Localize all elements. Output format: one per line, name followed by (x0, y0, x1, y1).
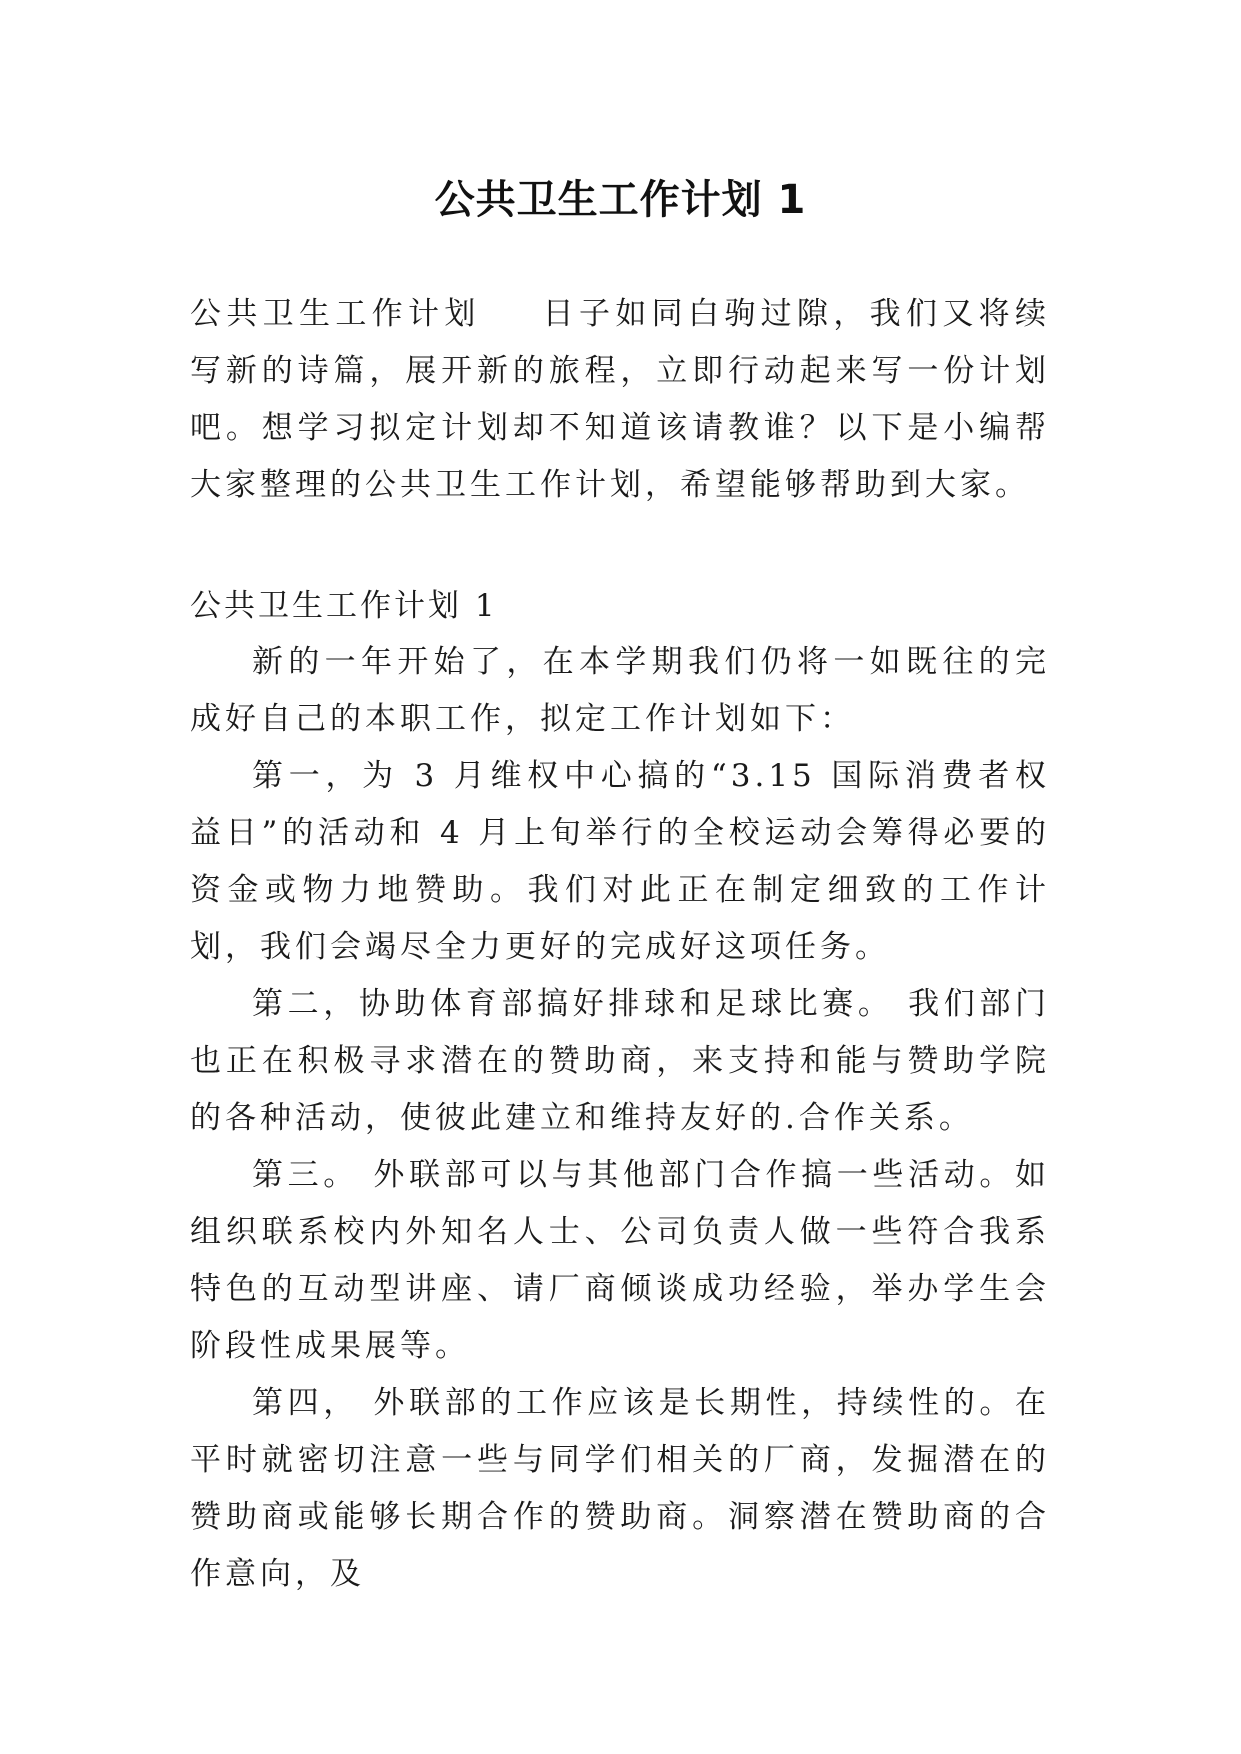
section-heading: 公共卫生工作计划 1 (190, 588, 498, 624)
intro-text: 日子如同白驹过隙，我们又将续写新的诗篇，展开新的旅程，立即行动起来写一份计划吧。想学习拟定计划却不知道该请教谁？以下是小编帮大家整理的公共卫生工作计划，希望能够帮助到大家。 (190, 296, 1051, 503)
paragraph-third-item: 第三。 外联部可以与其他部门合作搞一些活动。如组织联系校内外知名人士、公司负责人做一些符合我系特色的互动型讲座、请厂商倾谈成功经验，举办学生会阶段性成果展等。 (190, 1157, 1050, 1364)
intro-paragraph (190, 286, 1050, 514)
document-title: 公共卫生工作计划 1 (434, 176, 807, 223)
section-content (190, 634, 1050, 1603)
paragraph-second-item: 第二，协助体育部搞好排球和足球比赛。 我们部门也正在积极寻求潜在的赞助商，来支持和能与赞助学院的各种活动，使彼此建立和维持友好的.合作关系。 (190, 986, 1050, 1136)
paragraph-first-item: 第一，为 3 月维权中心搞的“3.15 国际消费者权益日”的活动和 4 月上旬举行的全校运动会筹得必要的资金或物力地赞助。我们对此正在制定细致的工作计划，我们会竭尽全力更好的完成好这项任务。 (190, 758, 1050, 965)
paragraph-fourth-item: 第四， 外联部的工作应该是长期性，持续性的。在平时就密切注意一些与同学们相关的厂商，发掘潜在的赞助商或能够长期合作的赞助商。洞察潜在赞助商的合作意向，及 (190, 1385, 1050, 1592)
intro-heading: 公共卫生工作计划 (190, 296, 481, 332)
paragraph-opening: 新的一年开始了，在本学期我们仍将一如既往的完成好自己的本职工作，拟定工作计划如下： (190, 644, 1050, 737)
